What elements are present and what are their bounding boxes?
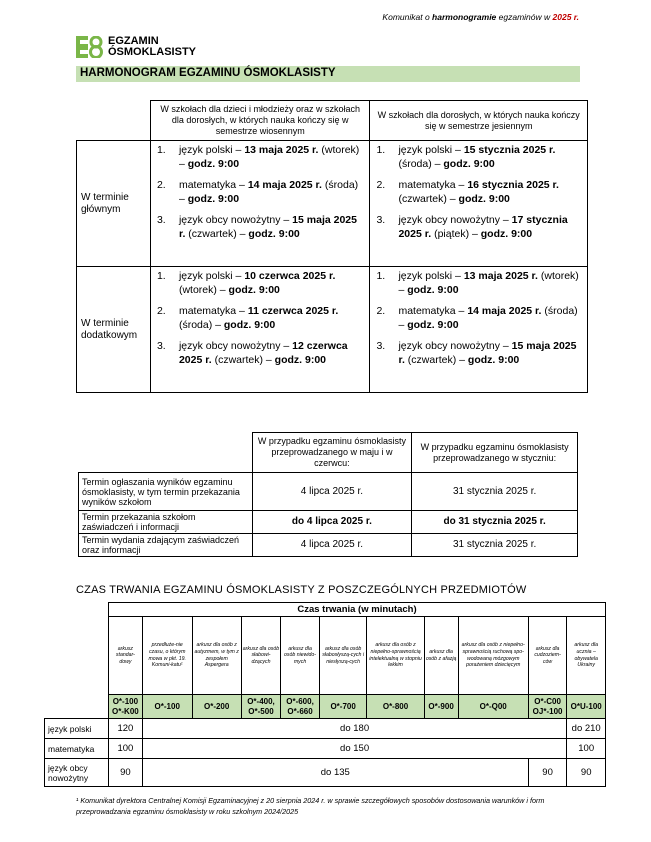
- empty-corner: [45, 603, 109, 719]
- header-note: Komunikat o harmonogramie egzaminów w 2025 r.: [382, 12, 579, 22]
- duration-header: Czas trwania (w minutach): [109, 603, 606, 617]
- duration-value: 90: [109, 759, 143, 787]
- subject-label: język polski: [45, 719, 109, 739]
- item-text: matematyka – 11 czerwca 2025 r. (środa) – godz. 9:00: [178, 305, 339, 331]
- results-col-january: W przypadku egzaminu ósmoklasisty przeprowadzanego w styczniu:: [412, 433, 578, 473]
- sheet-type-description: arkusz standar-dowy: [109, 617, 143, 695]
- schedule-item: [157, 213, 366, 241]
- item-number: 1.: [376, 270, 386, 282]
- schedule-cell: [150, 267, 370, 393]
- duration-title: CZAS TRWANIA EGZAMINU ÓSMOKLASISTY Z POSZCZEGÓLNYCH PRZEDMIOTÓW: [76, 584, 527, 596]
- results-date: 31 stycznia 2025 r.: [412, 534, 578, 557]
- results-date: 31 stycznia 2025 r.: [412, 473, 578, 511]
- schedule-item: [157, 304, 366, 332]
- duration-value: do 135: [142, 759, 528, 787]
- item-text: język polski – 13 maja 2025 r. (wtorek) – godz. 9:00: [398, 270, 579, 296]
- item-number: 3.: [156, 340, 166, 352]
- results-row-label: Termin wydania zdającym zaświadczeń oraz informacji: [79, 534, 253, 557]
- schedule-col-spring: W szkołach dla dzieci i młodzieży oraz w szkołach dla dorosłych, w których nauka kończy się w semestrze wiosennym: [150, 101, 370, 141]
- results-date: do 31 stycznia 2025 r.: [412, 511, 578, 534]
- item-number: 3.: [376, 340, 386, 352]
- sheet-code: O*-100: [142, 695, 192, 719]
- results-row-label: Termin przekazania szkołom zaświadczeń i informacji: [79, 511, 253, 534]
- results-date: 4 lipca 2025 r.: [252, 534, 412, 557]
- results-col-may: W przypadku egzaminu ósmoklasisty przeprowadzanego w maju i w czerwcu:: [252, 433, 412, 473]
- schedule-item: [376, 269, 583, 297]
- results-date: do 4 lipca 2025 r.: [252, 511, 412, 534]
- exam-logo: [76, 36, 196, 58]
- schedule-item: [376, 178, 583, 206]
- duration-table: [44, 602, 606, 787]
- item-text: język polski – 15 stycznia 2025 r. (środa) – godz. 9:00: [398, 144, 556, 170]
- results-row-label: Termin ogłaszania wyników egzaminu ósmoklasisty, w tym termin przekazania wyników szkołom: [79, 473, 253, 511]
- sheet-code: O*-600, O*-660: [281, 695, 319, 719]
- schedule-table: [76, 100, 588, 393]
- sheet-type-description: arkusz dla osób z niepełno-sprawnością intelektualną w stopniu lekkim: [367, 617, 424, 695]
- item-number: 1.: [156, 144, 166, 156]
- item-number: 3.: [376, 214, 386, 226]
- sheet-code: O*-C00 OJ*-100: [528, 695, 567, 719]
- sheet-code: O*-400, O*-500: [241, 695, 281, 719]
- page-title: HARMONOGRAM EGZAMINU ÓSMOKLASISTY: [80, 67, 336, 79]
- duration-value: do 180: [142, 719, 567, 739]
- sheet-type-description: arkusz dla cudzoziem-ców: [528, 617, 567, 695]
- sheet-code: O*-800: [367, 695, 424, 719]
- schedule-item: [376, 143, 583, 171]
- schedule-cell: [370, 141, 588, 267]
- sheet-code: O*-Q00: [458, 695, 528, 719]
- item-number: 1.: [376, 144, 386, 156]
- schedule-item: [376, 339, 583, 367]
- results-table: [78, 432, 578, 557]
- item-text: matematyka – 14 maja 2025 r. (środa) – godz. 9:00: [178, 179, 359, 205]
- item-text: język polski – 10 czerwca 2025 r. (wtorek) – godz. 9:00: [178, 270, 336, 296]
- item-number: 2.: [156, 179, 166, 191]
- sheet-code: O*-100 O*-K00: [109, 695, 143, 719]
- empty-corner: [77, 101, 151, 141]
- results-date: 4 lipca 2025 r.: [252, 473, 412, 511]
- duration-desc-row: [45, 617, 606, 695]
- item-number: 2.: [376, 179, 386, 191]
- subject-label: język obcy nowożytny: [45, 759, 109, 787]
- schedule-item: [157, 269, 366, 297]
- subject-label: matematyka: [45, 739, 109, 759]
- item-text: język obcy nowożytny – 12 czerwca 2025 r. (czwartek) – godz. 9:00: [178, 340, 348, 366]
- sheet-type-description: arkusz dla ucznia – obywatela Ukrainy: [567, 617, 606, 695]
- item-text: język obcy nowożytny – 17 stycznia 2025 r. (piątek) – godz. 9:00: [398, 214, 568, 240]
- item-text: język obcy nowożytny – 15 maja 2025 r. (czwartek) – godz. 9:00: [398, 340, 577, 366]
- sheet-type-description: arkusz dla osób niewido-mych: [281, 617, 319, 695]
- item-text: matematyka – 16 stycznia 2025 r. (czwartek) – godz. 9:00: [398, 179, 559, 205]
- logo-text: EGZAMIN ÓSMOKLASISTY: [108, 35, 197, 58]
- item-text: matematyka – 14 maja 2025 r. (środa) – godz. 9:00: [398, 305, 578, 331]
- schedule-item: [157, 143, 366, 171]
- sheet-type-description: arkusz dla osób słabowi-dzących: [241, 617, 281, 695]
- sheet-type-description: arkusz dla osób z autyzmem, w tym z zespołem Aspergera: [192, 617, 241, 695]
- sheet-code: O*U-100: [567, 695, 606, 719]
- row-label-main: W terminie głównym: [77, 141, 151, 267]
- schedule-cell: [370, 267, 588, 393]
- duration-code-row: [45, 695, 606, 719]
- footnote: ¹ Komunikat dyrektora Centralnej Komisji Egzaminacyjnej z 20 sierpnia 2024 r. w sprawie szczegółowych sposobów dostosowania warunków i form przeprowadzania egzaminu ósmoklasisty w roku szkolnym 2024/2025: [76, 796, 545, 816]
- schedule-item: [376, 213, 583, 241]
- duration-value: 120: [109, 719, 143, 739]
- duration-value: do 150: [142, 739, 567, 759]
- sheet-type-description: arkusz dla osób z niepełno-sprawnością ruchową spo-wodowaną mózgowym porażeniem dziecięcym: [458, 617, 528, 695]
- duration-value: do 210: [567, 719, 606, 739]
- schedule-col-autumn: W szkołach dla dorosłych, w których nauka kończy się w semestrze jesiennym: [370, 101, 588, 141]
- item-number: 1.: [156, 270, 166, 282]
- item-text: język obcy nowożytny – 15 maja 2025 r. (czwartek) – godz. 9:00: [178, 214, 357, 240]
- duration-value: 90: [567, 759, 606, 787]
- sheet-code: O*-200: [192, 695, 241, 719]
- duration-value: 90: [528, 759, 567, 787]
- schedule-cell: [150, 141, 370, 267]
- item-text: język polski – 13 maja 2025 r. (wtorek) – godz. 9:00: [178, 144, 360, 170]
- row-label-extra: W terminie dodatkowym: [77, 267, 151, 393]
- schedule-item: [157, 339, 366, 367]
- item-number: 3.: [156, 214, 166, 226]
- item-number: 2.: [376, 305, 386, 317]
- sheet-code: O*-700: [319, 695, 367, 719]
- sheet-type-description: arkusz dla osób z afazją: [424, 617, 458, 695]
- e8-logo-icon: [76, 36, 104, 58]
- schedule-item: [157, 178, 366, 206]
- item-number: 2.: [156, 305, 166, 317]
- duration-value: 100: [567, 739, 606, 759]
- schedule-item: [376, 304, 583, 332]
- empty-corner: [79, 433, 253, 473]
- duration-value: 100: [109, 739, 143, 759]
- sheet-type-description: przedłuże-nie czasu, o którym mowa w pkt. 19. Komuni-katu¹: [142, 617, 192, 695]
- sheet-code: O*-900: [424, 695, 458, 719]
- sheet-type-description: arkusz dla osób słabosłyszą-cych i niesłyszą-cych: [319, 617, 367, 695]
